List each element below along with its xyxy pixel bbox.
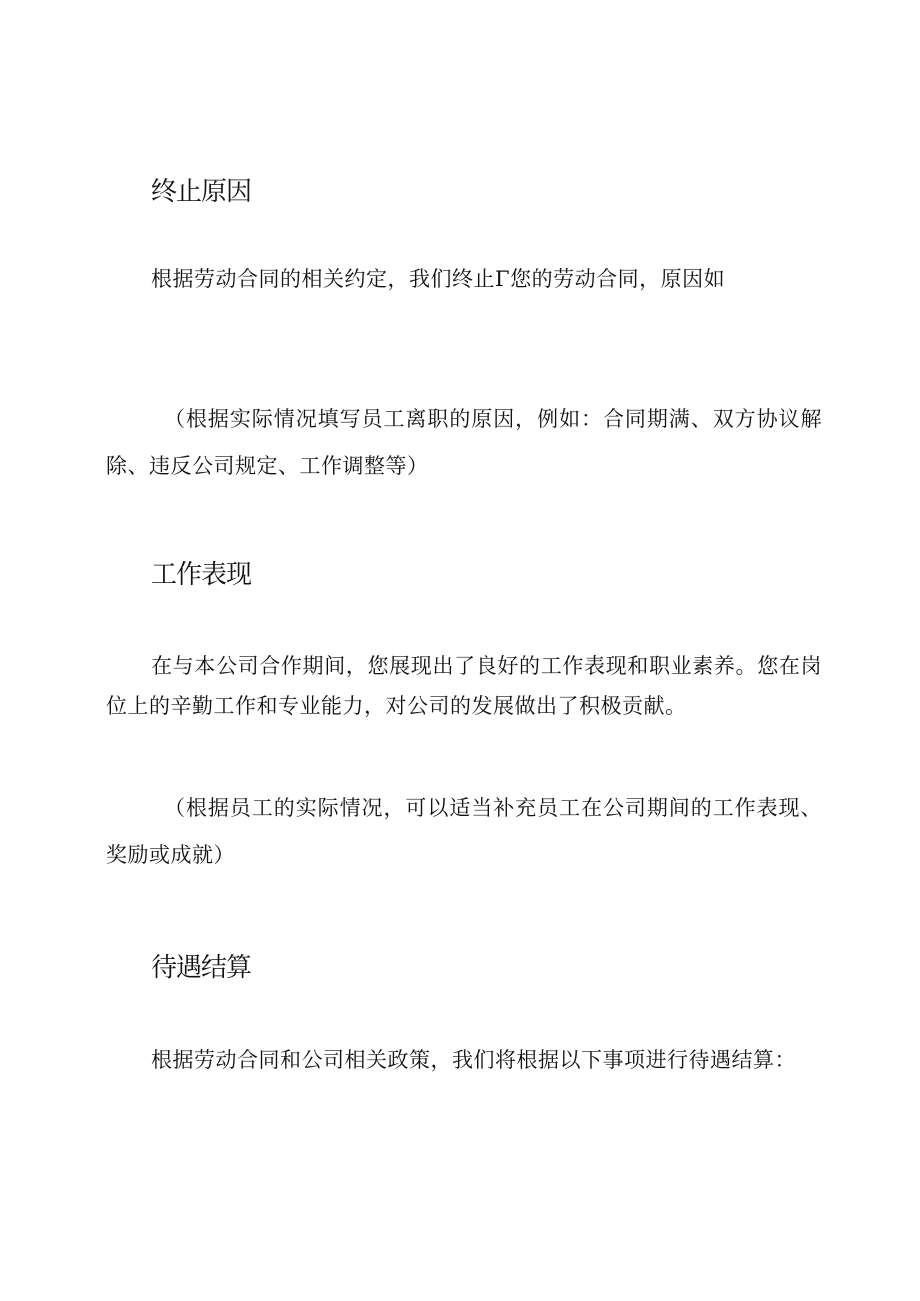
section-heading-benefits-settlement: 待遇结算 <box>151 953 252 983</box>
benefits-settlement-paragraph: 根据劳动合同和公司相关政策，我们将根据以下事项进行待遇结算： <box>151 1048 796 1072</box>
section-heading-work-performance: 工作表现 <box>151 560 252 590</box>
termination-reason-paragraph: 根据劳动合同的相关约定，我们终止Γ您的劳动合同，原因如 <box>151 267 726 291</box>
section-heading-termination-reason: 终止原因 <box>151 177 252 207</box>
work-performance-note: （根据员工的实际情况，可以适当补充员工在公司期间的工作表现、奖励或成就） <box>106 796 822 867</box>
work-performance-paragraph: 在与本公司合作期间，您展现出了良好的工作表现和职业素养。您在岗位上的辛勤工作和专业能力，对公司的发展做出了积极贡献。 <box>106 654 822 718</box>
termination-reason-note: （根据实际情况填写员工离职的原因，例如：合同期满、双方协议解除、违反公司规定、工作调整等） <box>106 407 822 478</box>
